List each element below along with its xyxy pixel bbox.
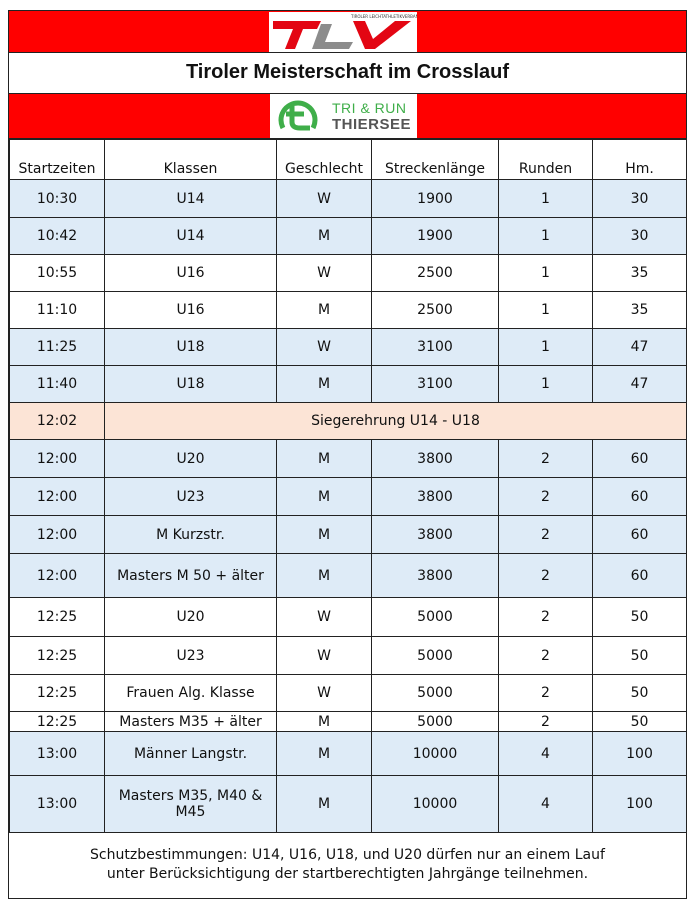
cell-sex: M — [277, 366, 372, 403]
cell-class: Masters M 50 + älter — [105, 554, 277, 598]
cell-rounds: 1 — [499, 218, 593, 255]
tlv-small-text: TIROLER LEICHTATHLETIKVERBAND — [351, 14, 417, 19]
schedule-sheet — [8, 10, 687, 899]
cell-length: 5000 — [372, 712, 499, 732]
cell-award: Siegerehrung U14 - U18 — [105, 403, 687, 440]
cell-hm: 35 — [593, 292, 687, 329]
cell-hm: 60 — [593, 516, 687, 554]
cell-rounds: 2 — [499, 712, 593, 732]
cell-class: U20 — [105, 598, 277, 637]
cell-time: 13:00 — [10, 776, 105, 833]
cell-sex: M — [277, 712, 372, 732]
cell-time: 10:30 — [10, 180, 105, 218]
cell-time: 13:00 — [10, 732, 105, 776]
cell-sex: M — [277, 516, 372, 554]
cell-rounds: 2 — [499, 554, 593, 598]
cell-rounds: 2 — [499, 516, 593, 554]
cell-sex: W — [277, 675, 372, 712]
cell-class: U18 — [105, 366, 277, 403]
cell-hm: 60 — [593, 478, 687, 516]
table-row — [10, 675, 687, 712]
cell-time: 12:00 — [10, 478, 105, 516]
header-startzeiten: Startzeiten — [10, 140, 105, 180]
cell-class: U18 — [105, 329, 277, 366]
cell-time: 12:25 — [10, 637, 105, 675]
cell-time: 12:00 — [10, 554, 105, 598]
cell-hm: 30 — [593, 180, 687, 218]
cell-length: 3100 — [372, 329, 499, 366]
table-row — [10, 255, 687, 292]
cell-rounds: 2 — [499, 478, 593, 516]
cell-class: U16 — [105, 255, 277, 292]
protection-note — [9, 831, 686, 898]
award-row — [10, 403, 687, 440]
cell-rounds: 1 — [499, 180, 593, 218]
cell-class: U23 — [105, 637, 277, 675]
cell-sex: M — [277, 478, 372, 516]
cell-rounds: 1 — [499, 255, 593, 292]
table-row — [10, 218, 687, 255]
cell-class: U20 — [105, 440, 277, 478]
cell-hm: 100 — [593, 776, 687, 833]
cell-rounds: 1 — [499, 329, 593, 366]
table-row — [10, 732, 687, 776]
cell-hm: 30 — [593, 218, 687, 255]
cell-hm: 35 — [593, 255, 687, 292]
cell-length: 3800 — [372, 554, 499, 598]
cell-class: U23 — [105, 478, 277, 516]
tri-run-logo-icon — [270, 94, 330, 138]
cell-time: 12:25 — [10, 712, 105, 732]
tri-run-logo — [270, 94, 417, 138]
cell-rounds: 1 — [499, 366, 593, 403]
header-row — [10, 140, 687, 180]
tlv-logo-icon — [269, 12, 417, 52]
cell-class: U16 — [105, 292, 277, 329]
cell-class: M Kurzstr. — [105, 516, 277, 554]
cell-length: 3800 — [372, 516, 499, 554]
cell-length: 3800 — [372, 478, 499, 516]
cell-sex: M — [277, 218, 372, 255]
cell-hm: 100 — [593, 732, 687, 776]
cell-rounds: 4 — [499, 776, 593, 833]
header-hm: Hm. — [593, 140, 687, 180]
header-runden: Runden — [499, 140, 593, 180]
cell-length: 10000 — [372, 776, 499, 833]
cell-length: 1900 — [372, 218, 499, 255]
cell-sex: W — [277, 637, 372, 675]
cell-sex: W — [277, 255, 372, 292]
cell-sex: W — [277, 329, 372, 366]
tlv-logo — [269, 12, 417, 52]
cell-sex: M — [277, 440, 372, 478]
cell-hm: 50 — [593, 712, 687, 732]
cell-class: U14 — [105, 180, 277, 218]
header-streckenlaenge: Streckenlänge — [372, 140, 499, 180]
cell-time: 12:02 — [10, 403, 105, 440]
cell-time: 10:42 — [10, 218, 105, 255]
page-title: Tiroler Meisterschaft im Crosslauf — [9, 52, 686, 94]
table-row — [10, 478, 687, 516]
schedule-table — [9, 139, 687, 833]
cell-time: 12:00 — [10, 516, 105, 554]
cell-hm: 60 — [593, 440, 687, 478]
protection-note-line2: unter Berücksichtigung der startberechtigten Jahrgänge teilnehmen. — [106, 865, 589, 882]
cell-rounds: 4 — [499, 732, 593, 776]
cell-hm: 50 — [593, 675, 687, 712]
cell-time: 12:25 — [10, 598, 105, 637]
cell-class: Masters M35, M40 & M45 — [105, 776, 277, 833]
cell-rounds: 2 — [499, 675, 593, 712]
thiersee-text: THIERSEE — [332, 116, 412, 133]
cell-rounds: 1 — [499, 292, 593, 329]
cell-hm: 47 — [593, 366, 687, 403]
table-row — [10, 180, 687, 218]
cell-class: Männer Langstr. — [105, 732, 277, 776]
table-row — [10, 637, 687, 675]
cell-class: Masters M35 + älter — [105, 712, 277, 732]
table-row — [10, 366, 687, 403]
cell-length: 2500 — [372, 292, 499, 329]
cell-length: 5000 — [372, 637, 499, 675]
cell-class: U14 — [105, 218, 277, 255]
cell-rounds: 2 — [499, 637, 593, 675]
cell-sex: W — [277, 598, 372, 637]
table-row — [10, 516, 687, 554]
cell-hm: 50 — [593, 598, 687, 637]
cell-time: 12:25 — [10, 675, 105, 712]
table-row — [10, 712, 687, 732]
cell-time: 11:40 — [10, 366, 105, 403]
table-row — [10, 776, 687, 833]
cell-sex: M — [277, 776, 372, 833]
table-row — [10, 554, 687, 598]
table-row — [10, 440, 687, 478]
cell-sex: M — [277, 554, 372, 598]
cell-hm: 50 — [593, 637, 687, 675]
table-row — [10, 329, 687, 366]
cell-hm: 60 — [593, 554, 687, 598]
cell-time: 12:00 — [10, 440, 105, 478]
cell-rounds: 2 — [499, 598, 593, 637]
cell-length: 2500 — [372, 255, 499, 292]
cell-length: 5000 — [372, 598, 499, 637]
header-klassen: Klassen — [105, 140, 277, 180]
cell-time: 11:10 — [10, 292, 105, 329]
cell-length: 10000 — [372, 732, 499, 776]
header-geschlecht: Geschlecht — [277, 140, 372, 180]
cell-sex: M — [277, 732, 372, 776]
tri-run-text: TRI & RUN — [332, 100, 407, 116]
cell-time: 10:55 — [10, 255, 105, 292]
protection-note-line1: Schutzbestimmungen: U14, U16, U18, und U20 dürfen nur an einem Lauf — [90, 846, 605, 863]
cell-time: 11:25 — [10, 329, 105, 366]
table-row — [10, 598, 687, 637]
cell-sex: M — [277, 292, 372, 329]
cell-hm: 47 — [593, 329, 687, 366]
cell-length: 3100 — [372, 366, 499, 403]
cell-length: 5000 — [372, 675, 499, 712]
table-row — [10, 292, 687, 329]
cell-length: 1900 — [372, 180, 499, 218]
cell-length: 3800 — [372, 440, 499, 478]
cell-rounds: 2 — [499, 440, 593, 478]
cell-sex: W — [277, 180, 372, 218]
cell-class: Frauen Alg. Klasse — [105, 675, 277, 712]
